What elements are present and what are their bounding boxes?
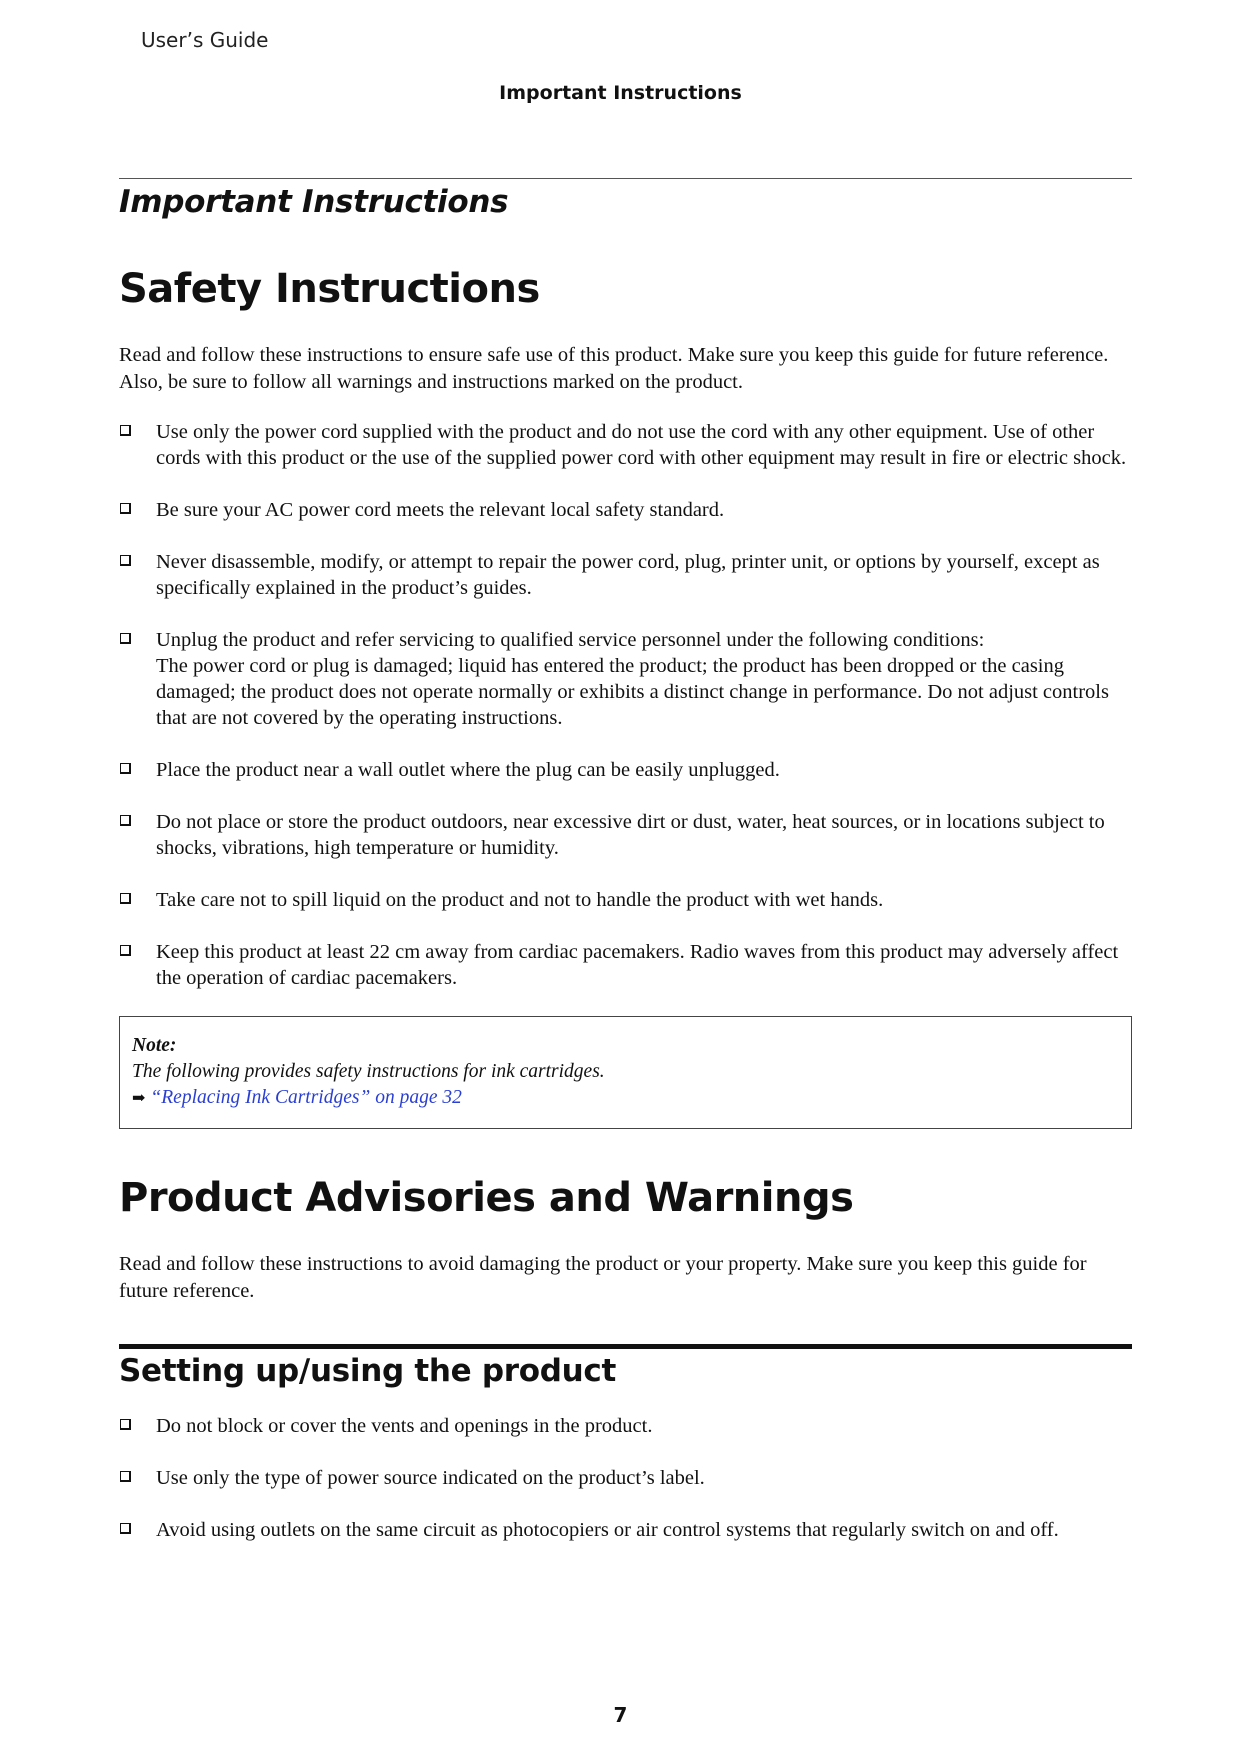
note-label: Note: — [132, 1035, 177, 1056]
list-item — [119, 1465, 1132, 1491]
list-item-text: Keep this product at least 22 cm away from cardiac pacemakers. Radio waves from this product may adversely affect the operation of cardiac pacemakers. — [156, 941, 1119, 989]
running-header-section-title: Important Instructions — [499, 82, 742, 104]
list-item-text: Avoid using outlets on the same circuit as photocopiers or air control systems that regularly switch on and off. — [156, 1519, 1059, 1541]
checkbox-bullet-icon — [120, 763, 131, 774]
list-item-text: Use only the power cord supplied with the product and do not use the cord with any other equipment. Use of other cords with this product or the use of the supplied power cord with other equipment may result in fire or electric shock. — [156, 421, 1127, 469]
page-number: 7 — [613, 1703, 628, 1727]
safety-intro: Read and follow these instructions to ensure safe use of this product. Make sure you keep this guide for future reference. Also, be sure to follow all warnings and instructions marked on the product. — [119, 344, 1109, 393]
right-arrow-icon: ➡ — [132, 1090, 146, 1107]
list-item — [119, 549, 1132, 601]
list-item — [119, 497, 1132, 523]
list-item — [119, 887, 1132, 913]
checkbox-bullet-icon — [120, 425, 131, 436]
list-item — [119, 627, 1132, 731]
running-header-guide-label: User’s Guide — [141, 28, 269, 52]
list-item-text: Place the product near a wall outlet where the plug can be easily unplugged. — [156, 759, 780, 781]
list-item-text: Do not block or cover the vents and openings in the product. — [156, 1415, 653, 1437]
checkbox-bullet-icon — [120, 945, 131, 956]
replacing-ink-cartridges-link[interactable]: “Replacing Ink Cartridges” on page 32 — [150, 1087, 462, 1108]
setup-usage-subheading: Setting up/using the product — [119, 1353, 616, 1389]
advisories-intro: Read and follow these instructions to avoid damaging the product or your property. Make sure you keep this guide for future reference. — [119, 1253, 1087, 1302]
setup-usage-list — [119, 1413, 1132, 1543]
list-item — [119, 1413, 1132, 1439]
list-item-text: Never disassemble, modify, or attempt to repair the power cord, plug, printer unit, or options by yourself, except as specifically explained in the product’s guides. — [156, 551, 1100, 599]
list-item-text: Unplug the product and refer servicing to qualified service personnel under the following conditions: — [156, 629, 985, 651]
list-item-text: Do not place or store the product outdoors, near excessive dirt or dust, water, heat sources, or in locations subject to shocks, vibrations, high temperature or humidity. — [156, 811, 1105, 859]
list-item-text: Use only the type of power source indicated on the product’s label. — [156, 1467, 705, 1489]
chapter-divider — [119, 178, 1132, 179]
unplug-conditions-text: The power cord or plug is damaged; liquid has entered the product; the product has been dropped or the casing damaged; the product does not operate normally or exhibits a distinct change in performance. Do not adjust controls that are not covered by the operating instructions. — [156, 655, 1109, 729]
list-item — [119, 1517, 1132, 1543]
list-item-text: Take care not to spill liquid on the product and not to handle the product with wet hands. — [156, 889, 884, 911]
note-text: The following provides safety instructions for ink cartridges. — [132, 1061, 605, 1082]
note-box — [119, 1016, 1132, 1129]
checkbox-bullet-icon — [120, 633, 131, 644]
safety-list — [119, 419, 1132, 991]
checkbox-bullet-icon — [120, 893, 131, 904]
list-item — [119, 419, 1132, 471]
checkbox-bullet-icon — [120, 1419, 131, 1430]
checkbox-bullet-icon — [120, 1523, 131, 1534]
advisories-heading: Product Advisories and Warnings — [119, 1175, 854, 1221]
page-content — [119, 178, 1132, 1543]
list-item — [119, 809, 1132, 861]
note-link-row — [132, 1085, 1119, 1112]
list-item — [119, 939, 1132, 991]
checkbox-bullet-icon — [120, 555, 131, 566]
list-item — [119, 757, 1132, 783]
checkbox-bullet-icon — [120, 503, 131, 514]
subsection-divider — [119, 1344, 1132, 1349]
checkbox-bullet-icon — [120, 1471, 131, 1482]
checkbox-bullet-icon — [120, 815, 131, 826]
list-item-text: Be sure your AC power cord meets the relevant local safety standard. — [156, 499, 725, 521]
chapter-title: Important Instructions — [119, 184, 509, 220]
safety-heading: Safety Instructions — [119, 266, 540, 312]
